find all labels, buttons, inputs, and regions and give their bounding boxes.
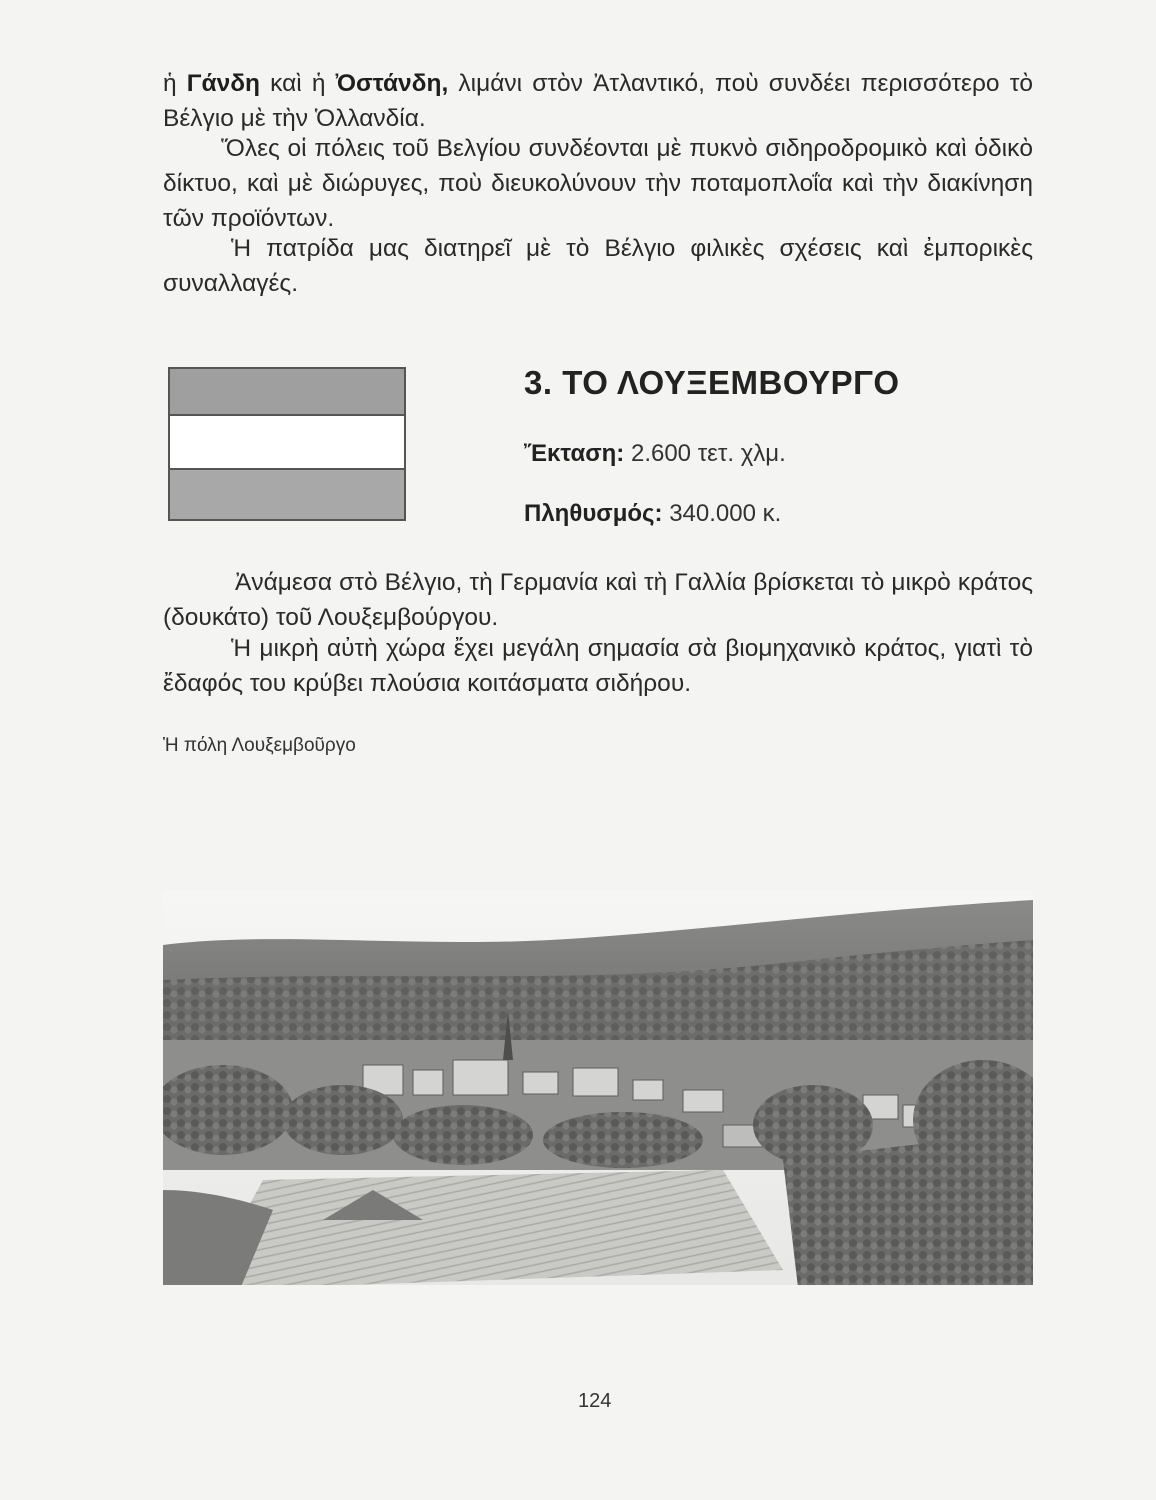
bold-term-ostend: Ὀστάνδη, xyxy=(335,70,449,97)
area-value: 2.600 τετ. χλμ. xyxy=(630,440,786,467)
population-value: 340.000 κ. xyxy=(669,500,782,527)
page-number: 124 xyxy=(578,1390,612,1412)
population-label: Πληθυσμός: xyxy=(524,500,663,527)
flag-stripe-top xyxy=(170,369,404,416)
paragraph-ports xyxy=(163,66,1033,136)
bold-term-ghent: Γάνδη xyxy=(186,70,261,97)
paragraph-industry: Ἡ μικρὴ αὐτὴ χώρα ἔχει μεγάλη σημασία σὰ βιομηχανικὸ κράτος, γιατὶ τὸ ἔδαφός του κρύβει πλούσια κοιτάσματα σιδήρου. xyxy=(163,635,1033,697)
text-run: λιμάνι στὸν Ἀτλαντικό, ποὺ συνδέει περισσότερο τὸ Βέλγιο μὲ τὴν Ὁλλανδία. xyxy=(163,70,1033,132)
flag-stripe-middle xyxy=(170,416,404,470)
paragraph-location: Ἀνάμεσα στὸ Βέλγιο, τὴ Γερμανία καὶ τὴ Γαλλία βρίσκεται τὸ μικρὸ κράτος (δουκάτο) τοῦ Λουξεμβούργου. xyxy=(163,569,1033,631)
population-fact xyxy=(524,500,781,528)
text-run: καὶ ἡ xyxy=(260,70,336,97)
section-title: 3. ΤΟ ΛΟΥΞΕΜΒΟΥΡΓΟ xyxy=(524,364,900,401)
flag-stripe-bottom xyxy=(170,470,404,519)
area-label: Ἔκταση: xyxy=(524,440,625,467)
luxembourg-landscape-photo xyxy=(163,890,1033,1330)
luxembourg-flag xyxy=(168,367,406,521)
paragraph-transport: Ὅλες οἱ πόλεις τοῦ Βελγίου συνδέονται μὲ πυκνὸ σιδηροδρομικὸ καὶ ὁδικὸ δίκτυο, καὶ μὲ διώρυγες, ποὺ διευκολύνουν τὴν ποταμοπλοΐα καὶ τὴν διακίνηση τῶν προϊόντων. xyxy=(163,135,1033,232)
paragraph-relations: Ἡ πατρίδα μας διατηρεῖ μὲ τὸ Βέλγιο φιλικὲς σχέσεις καὶ ἐμπορικὲς συναλλαγές. xyxy=(163,235,1033,297)
photo-caption: Ἡ πόλη Λουξεμβοῦργο xyxy=(163,735,356,756)
text-run: ἡ xyxy=(163,70,187,97)
area-fact xyxy=(524,440,786,468)
